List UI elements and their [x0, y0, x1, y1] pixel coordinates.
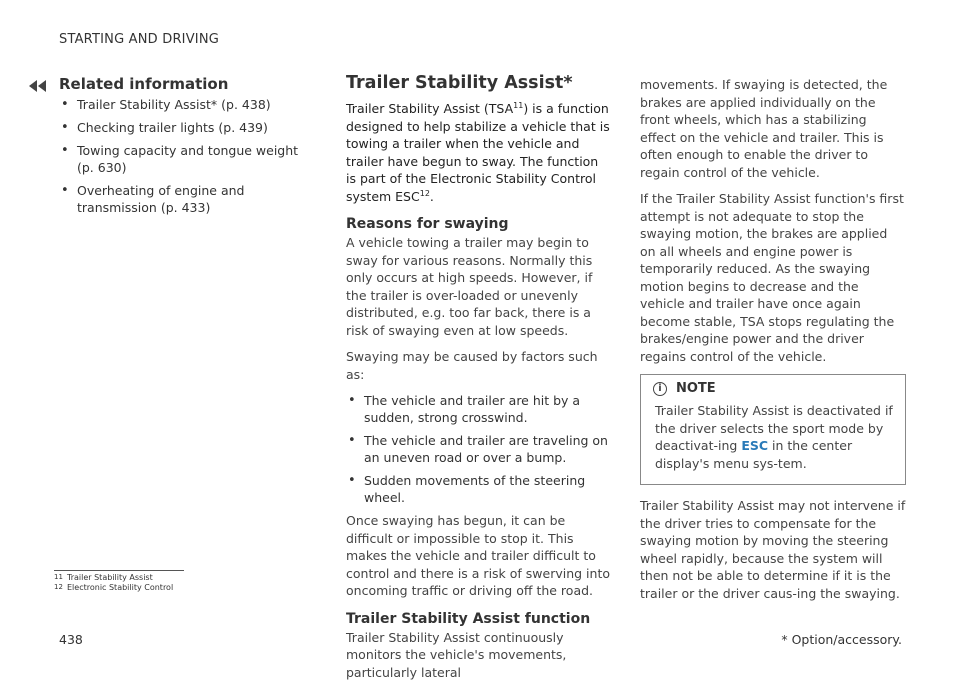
article-column-continued [640, 76, 906, 611]
function-heading: Trailer Stability Assist function [346, 610, 591, 627]
function-paragraph-continued: movements. If swaying is detected, the brakes are applied individually on the front wheels, which has a stabilizing effect on the vehicle and trailer. This is often enough to enable the driver to regain control of the vehicle. [640, 77, 888, 180]
list-item: • The vehicle and trailer are hit by a sudden, strong crosswind. [346, 392, 612, 426]
related-link[interactable]: • Towing capacity and tongue weight (p. 630) [59, 142, 307, 176]
footnote-text: Trailer Stability Assist [67, 573, 153, 582]
related-links-list [59, 96, 307, 216]
note-header [653, 381, 895, 396]
related-information-column [59, 74, 307, 222]
note-text [653, 402, 895, 472]
footnotes [54, 570, 184, 592]
article-lead [346, 100, 612, 205]
related-link[interactable]: • Overheating of engine and transmission (p. 433) [59, 182, 307, 216]
reasons-paragraph: A vehicle towing a trailer may begin to sway for various reasons. Normally this only occurs at high speeds. However, if the trailer is over-loaded or unevenly distributed, e.g. too far back, there is a risk of swaying even at low speeds. [346, 235, 593, 338]
note-text-part: in the center display's menu sys-tem. [655, 438, 853, 471]
reasons-paragraph: Swaying may be caused by factors such as: [346, 349, 598, 382]
article-column-main [346, 72, 612, 690]
footnote [54, 573, 184, 583]
related-link[interactable]: • Trailer Stability Assist* (p. 438) [59, 96, 307, 113]
function-paragraph-start: Trailer Stability Assist continuously monitors the vehicle's movements, particularly lateral [346, 629, 567, 680]
esc-term: ESC [741, 438, 769, 453]
back-arrows-icon[interactable] [29, 77, 49, 96]
lead-text: Trailer Stability Assist (TSA [346, 101, 514, 116]
function-paragraph: Trailer Stability Assist may not intervene if the driver tries to compensate for the swaying motion by moving the steering wheel rapidly, because the system will then not be able to determine if it is the trailer or the driver caus-ing the swaying. [640, 498, 906, 601]
reasons-paragraph: Once swaying has begun, it can be difficult or impossible to stop it. This makes the vehicle and trailer difficult to control and there is a risk of swerving into oncoming traffic or driving off the road. [346, 513, 610, 598]
footnote-number: 12 [54, 582, 63, 591]
footnote-text: Electronic Stability Control [67, 582, 174, 592]
page-number: 438 [59, 632, 83, 647]
section-header: STARTING AND DRIVING [59, 32, 220, 47]
lead-text: ) is a function designed to help stabilize a vehicle that is towing a trailer when the vehicle and trailer have begun to sway. The function is part of the Electronic Stability Control system ESC [346, 101, 610, 204]
option-accessory-note: * Option/accessory. [781, 632, 902, 647]
list-item: • The vehicle and trailer are traveling on an uneven road or over a bump. [346, 432, 612, 466]
list-item: • Sudden movements of the steering wheel. [346, 472, 612, 506]
footnote-number: 11 [54, 573, 63, 581]
note-text-part: Trailer Stability Assist is deactivated if the driver selects the sport mode by deactivat-ing [655, 403, 893, 453]
function-paragraph: If the Trailer Stability Assist function's first attempt is not adequate to stop the swaying motion, the brakes are applied on all wheels and engine power is temporarily reduced. As the swaying motion begins to decrease and the vehicle and trailer have once again become stable, TSA stops regulating the brakes/engine power and the driver regains control of the vehicle. [640, 191, 904, 364]
note-label: NOTE [676, 381, 716, 396]
lead-text: . [429, 188, 434, 204]
related-link[interactable]: • Checking trailer lights (p. 439) [59, 119, 307, 136]
footnote [54, 583, 184, 593]
footnote-ref: 11 [513, 100, 524, 110]
swaying-factors-list [346, 392, 612, 506]
article-title: Trailer Stability Assist* [346, 73, 573, 93]
note-box [640, 374, 906, 485]
related-information-heading: Related information [59, 75, 229, 93]
reasons-heading: Reasons for swaying [346, 216, 509, 232]
info-icon: i [653, 382, 667, 396]
double-chevron-left-icon [29, 80, 49, 92]
footnote-ref: 12 [419, 188, 430, 198]
